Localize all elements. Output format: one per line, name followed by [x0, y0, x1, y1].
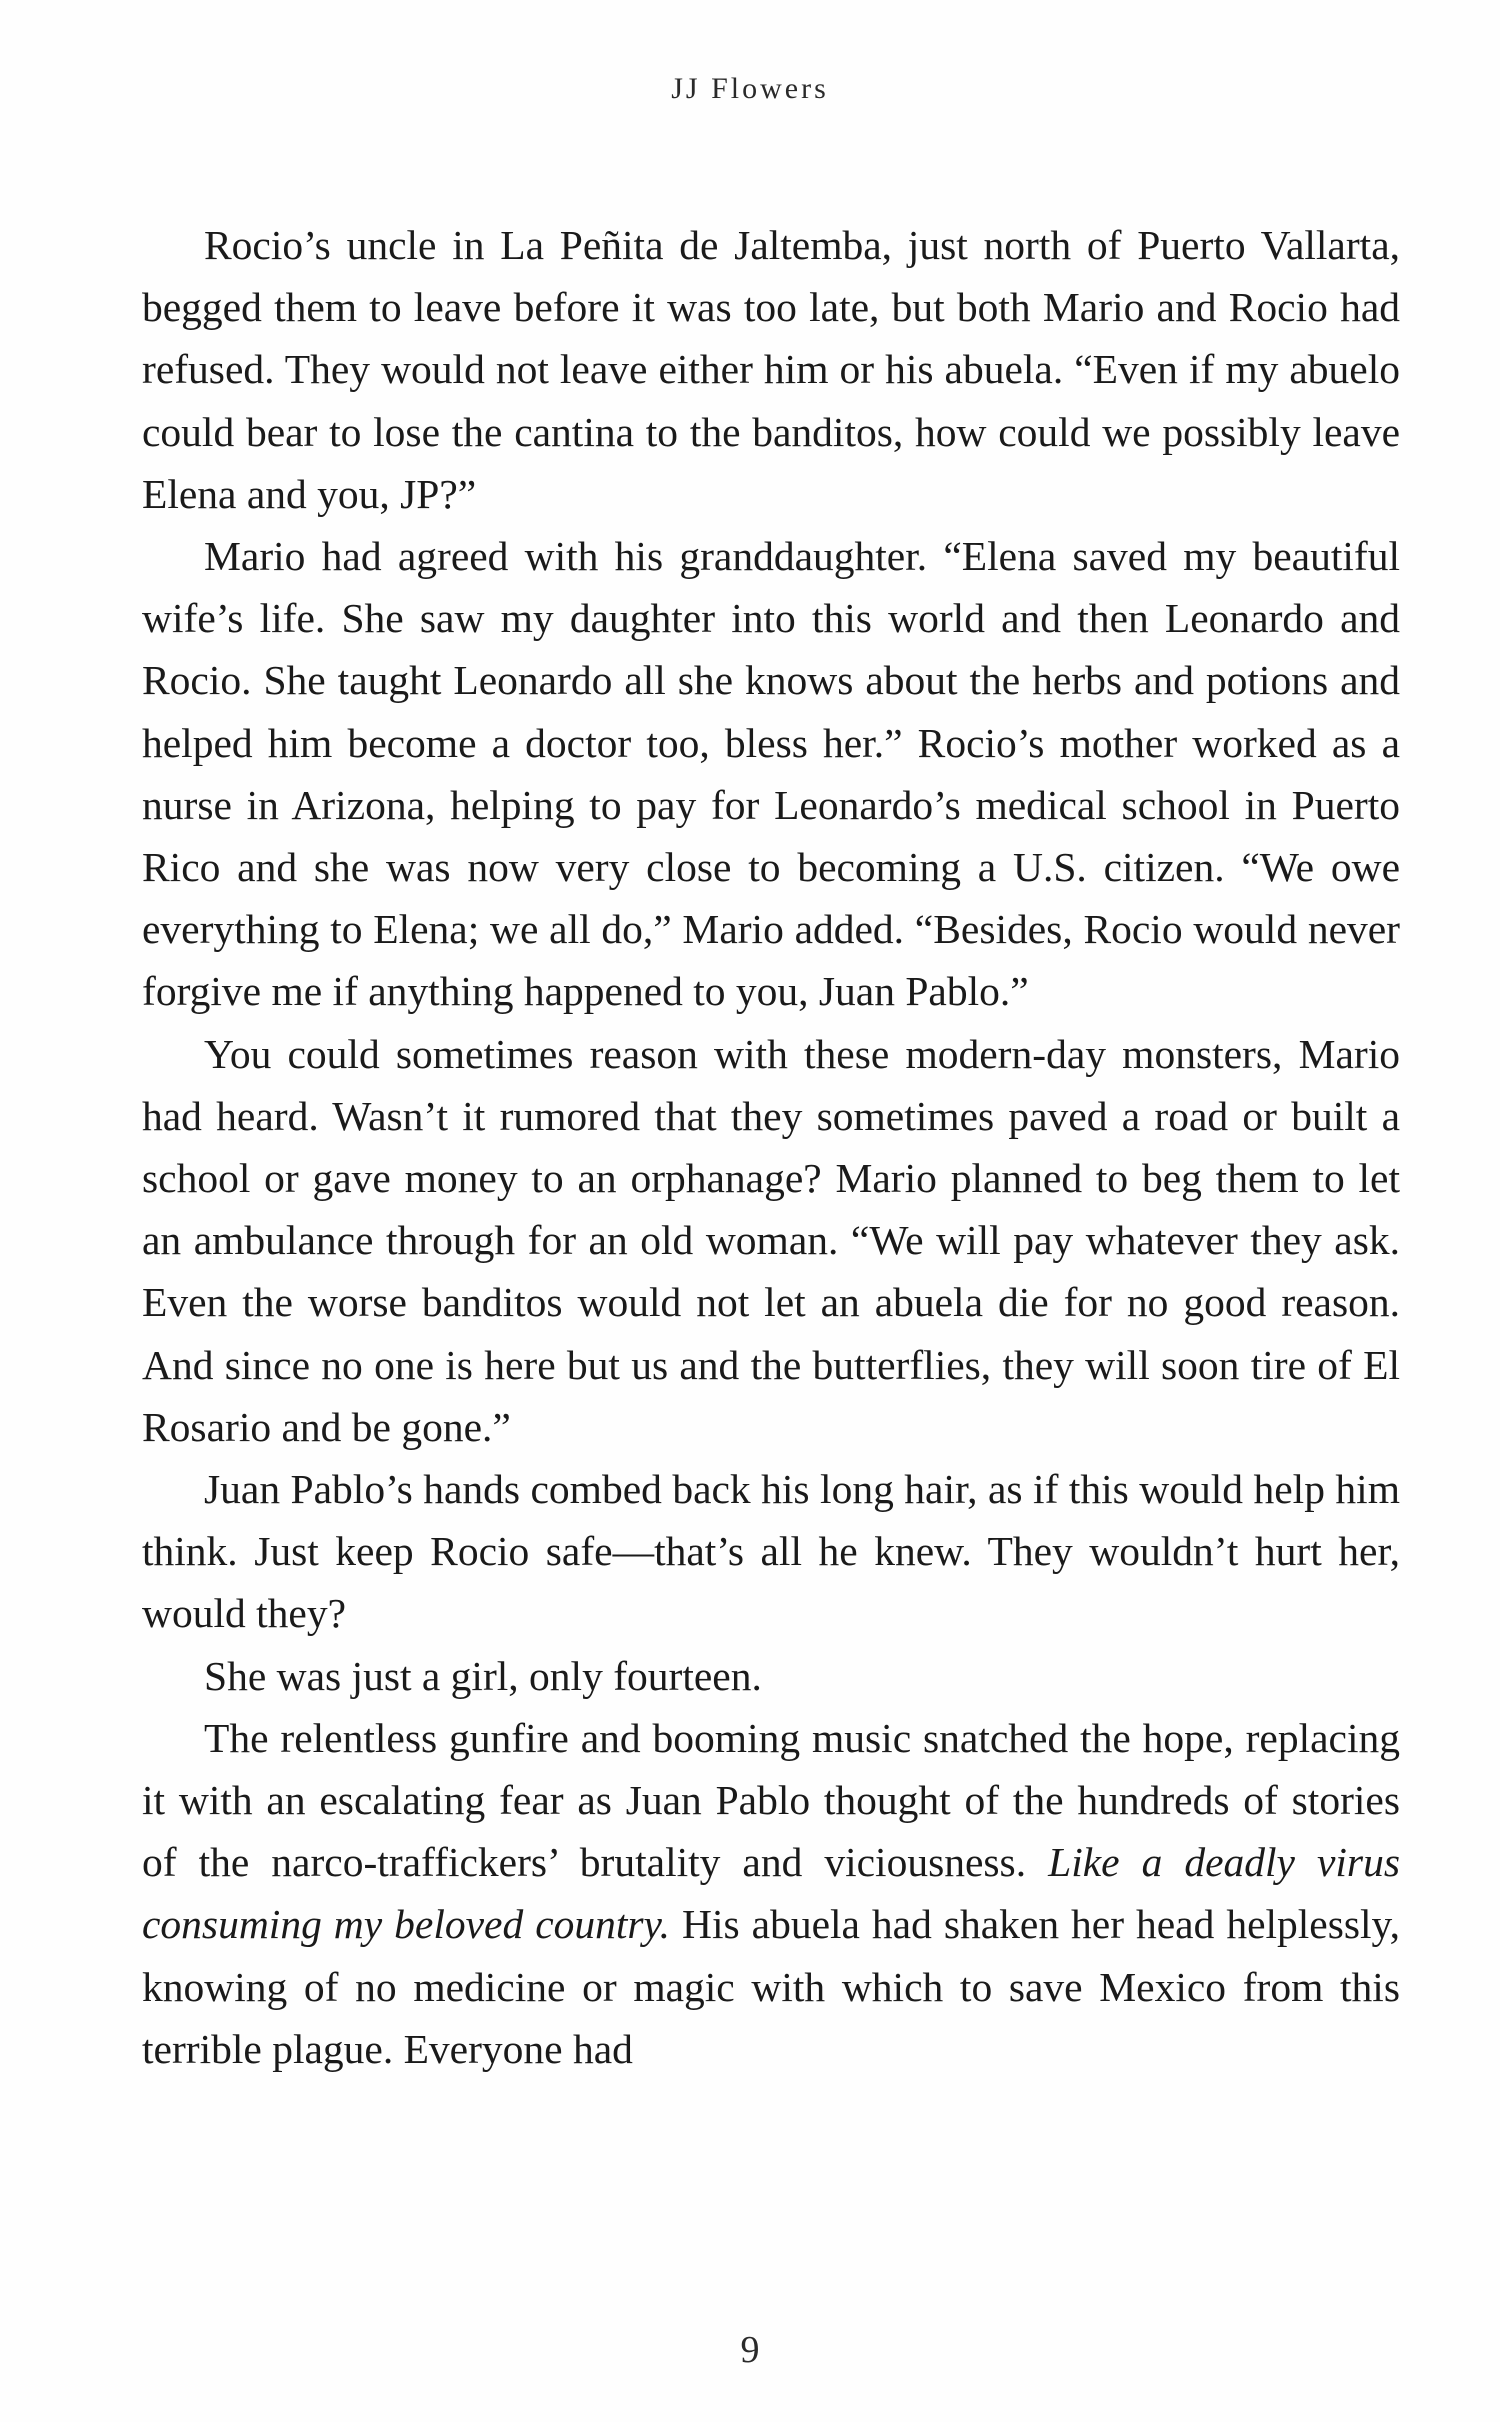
- paragraph-final: [142, 1707, 1400, 2080]
- paragraph-final-tail: His abuela had shaken her head helplessly, knowing of no medicine or magic with which to save Mexico from this terrible plague. Everyone had: [142, 1901, 1400, 2072]
- paragraph-final-lead: The relentless gunfire and booming music snatched the hope, replacing it with an escalating fear as Juan Pablo thought of the hundreds of stories of the narco-traffickers’ brutality and viciousness.: [142, 1714, 1400, 1886]
- paragraph: Mario had agreed with his granddaughter. “Elena saved my beautiful wife’s life. She saw my daughter into this world and then Leonardo and Rocio. She taught Leonardo all she knows about the herbs and potions and helped him become a doctor too, bless her.” Rocio’s mother worked as a nurse in Arizona, helping to pay for Leonardo’s medical school in Puerto Rico and she was now very close to becoming a U.S. citizen. “We owe everything to Elena; we all do,” Mario added. “Besides, Rocio would never forgive me if anything happened to you, Juan Pablo.”: [142, 533, 1400, 1015]
- page-number: 9: [740, 2329, 760, 2371]
- paragraph: Juan Pablo’s hands combed back his long hair, as if this would help him think. Just keep Rocio safe—that’s all he knew. They wouldn’t hurt her, would they?: [142, 1466, 1400, 1637]
- paragraph: You could sometimes reason with these modern-day monsters, Mario had heard. Wasn’t it rumored that they sometimes paved a road or built a school or gave money to an orphanage? Mario planned to beg them to let an ambulance through for an old woman. “We will pay whatever they ask. Even the worse banditos would not let an abuela die for no good reason. And since no one is here but us and the butterflies, they will soon tire of El Rosario and be gone.”: [142, 1030, 1400, 1450]
- italic-thought: Like a deadly virus consuming my beloved country.: [142, 1839, 1400, 1948]
- paragraph: She was just a girl, only fourteen.: [204, 1652, 762, 1699]
- paragraph: Rocio’s uncle in La Peñita de Jaltemba, just north of Puerto Vallarta, begged them to leave before it was too late, but both Mario and Rocio had refused. They would not leave either him or his abuela. “Even if my abuelo could bear to lose the cantina to the banditos, how could we possibly leave Elena and you, JP?”: [142, 222, 1400, 517]
- running-head: JJ Flowers: [671, 72, 829, 105]
- body-text: [142, 214, 1400, 2080]
